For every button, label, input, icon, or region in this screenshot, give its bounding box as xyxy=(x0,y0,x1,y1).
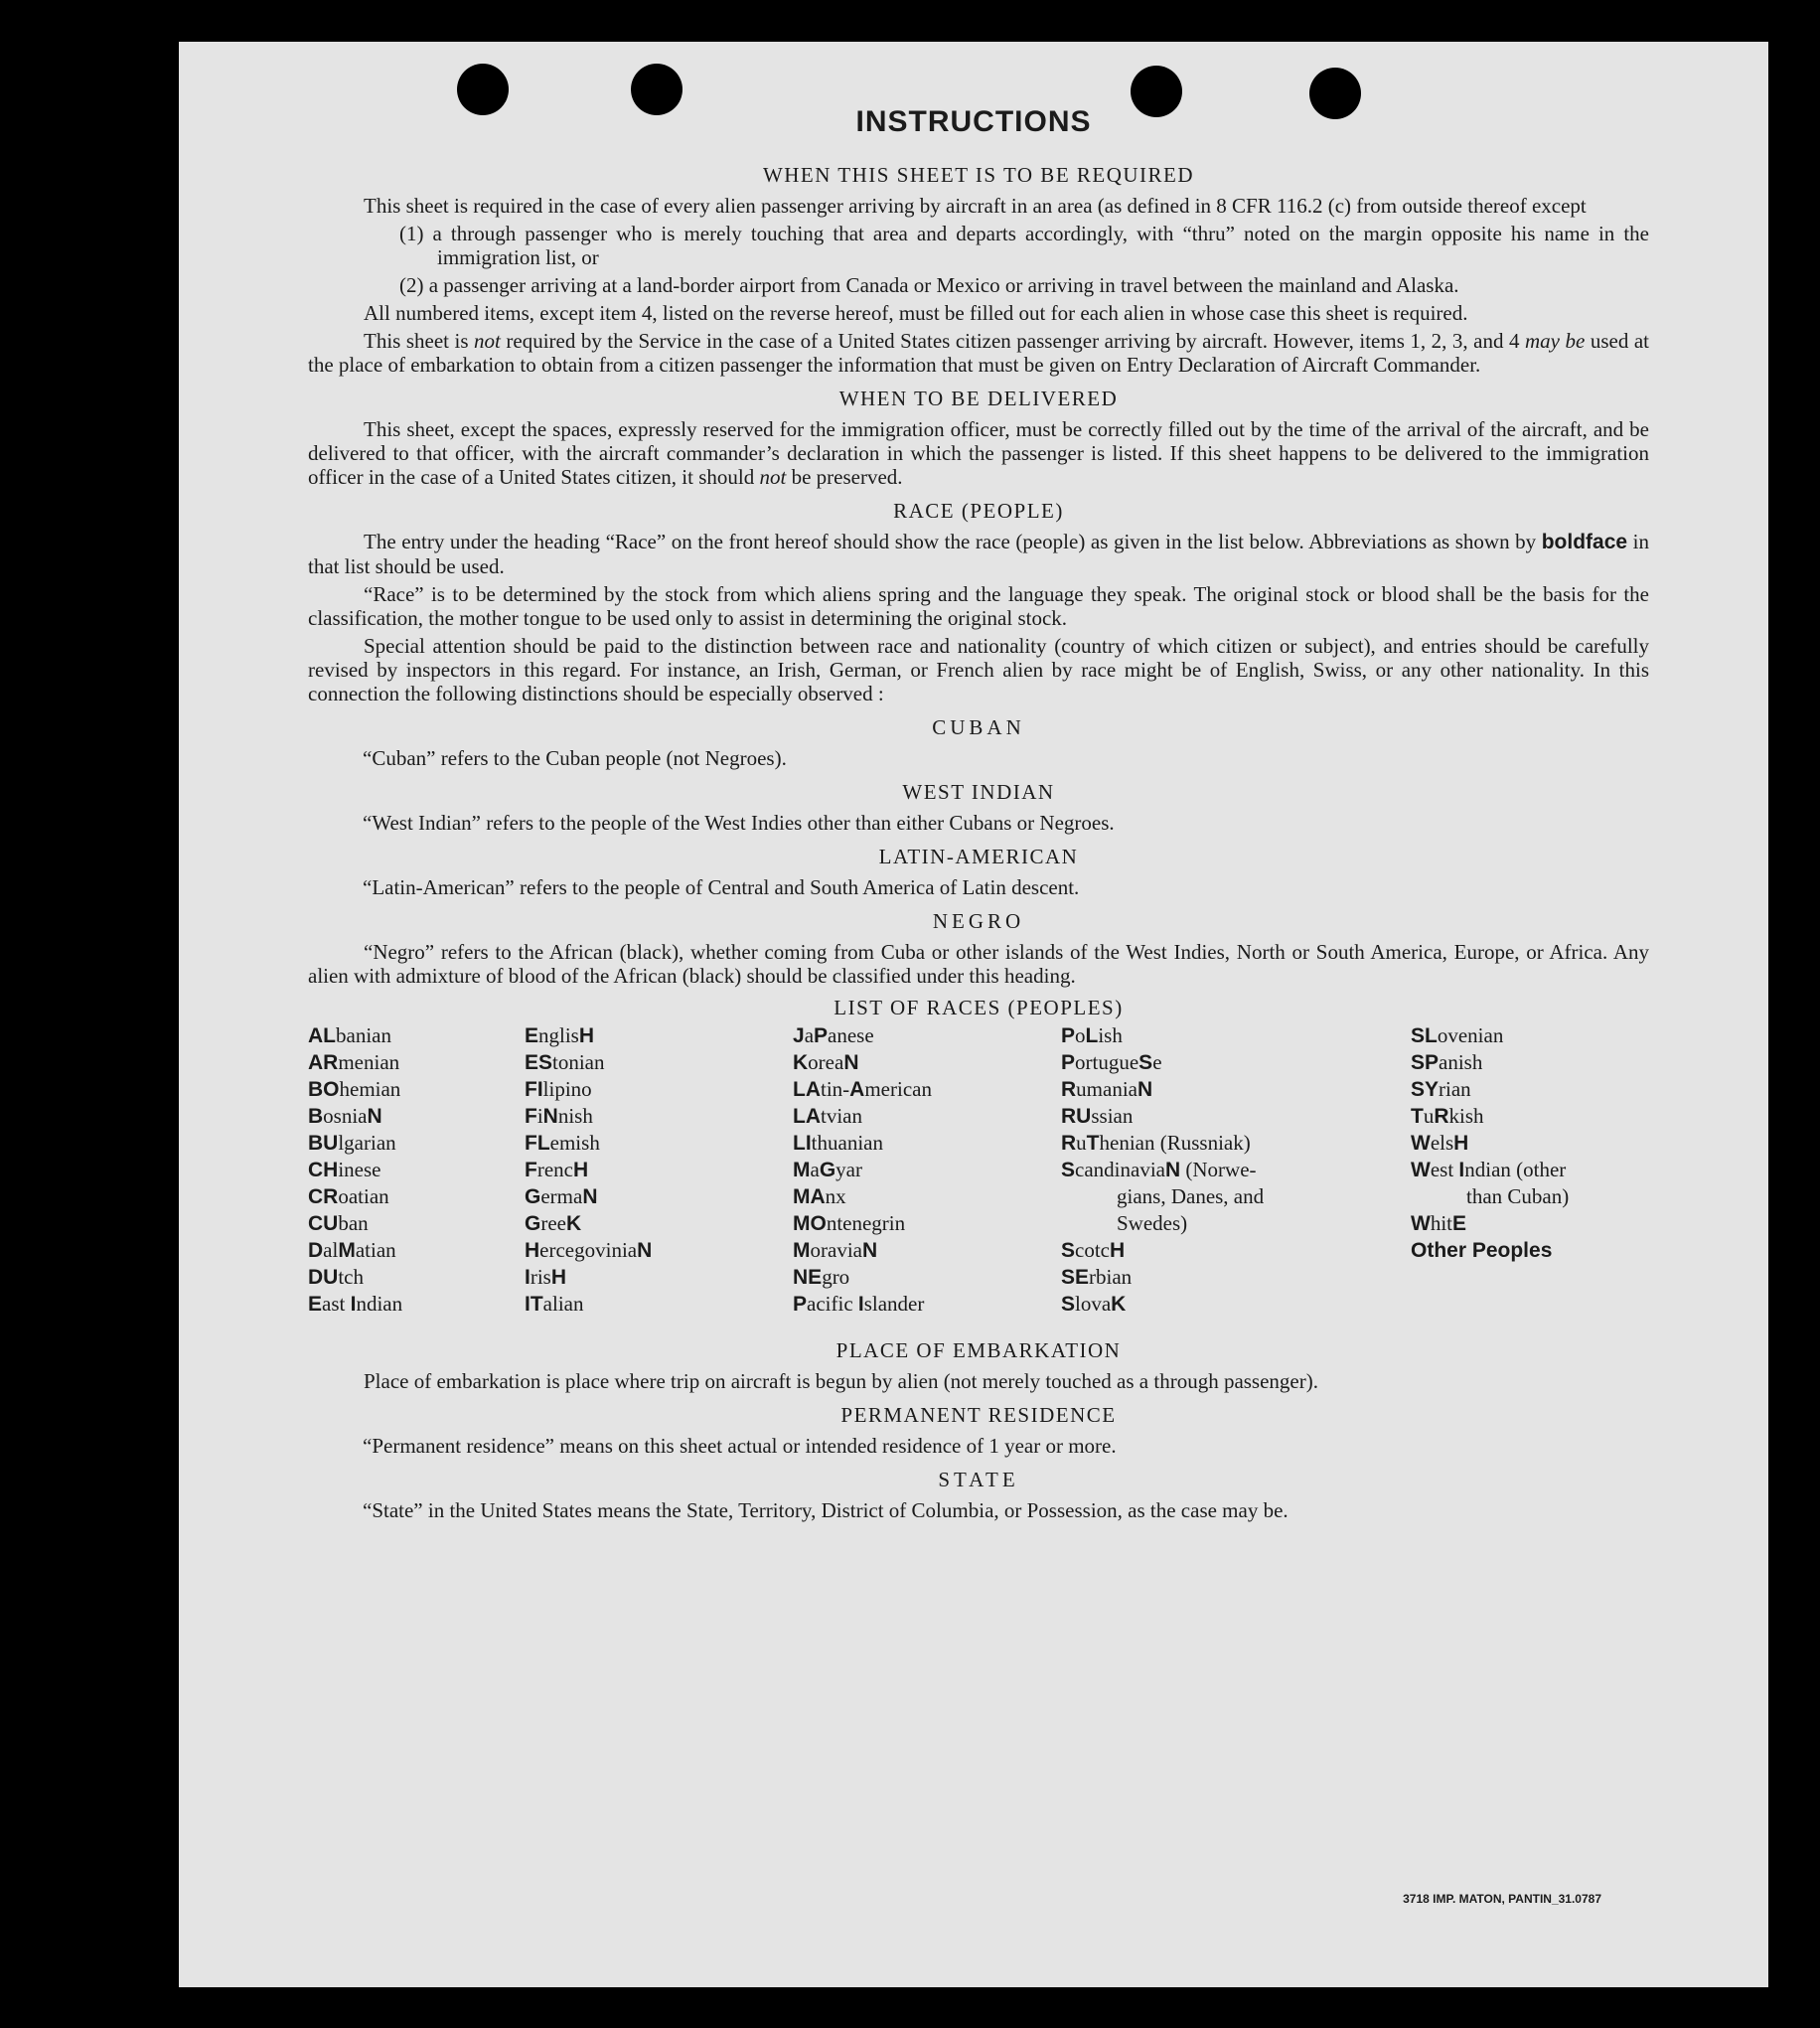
race-item xyxy=(308,1210,402,1237)
race-text: hit xyxy=(1430,1211,1452,1235)
race-item xyxy=(525,1291,652,1318)
race-item xyxy=(793,1049,932,1076)
race-abbreviation: N xyxy=(542,1105,558,1128)
race-text: a xyxy=(804,1023,815,1047)
race-text: henian (Russniak) xyxy=(1099,1131,1251,1155)
race-item xyxy=(525,1103,652,1130)
race-text: orea xyxy=(808,1050,844,1074)
races-table xyxy=(308,1022,1649,1328)
race-abbreviation: S xyxy=(1061,1239,1076,1262)
race-abbreviation: I xyxy=(1458,1159,1465,1181)
race-abbreviation: G xyxy=(525,1212,541,1235)
race-item xyxy=(525,1076,652,1103)
race-text: ndian xyxy=(356,1292,403,1316)
race-item xyxy=(1411,1130,1569,1157)
race-text: i xyxy=(536,1104,543,1128)
race-abbreviation: G xyxy=(819,1159,836,1181)
paragraph: Place of embarkation is place where trip on aircraft is begun by alien (not merely touched as a through passenger). xyxy=(364,1369,1318,1393)
race-item xyxy=(525,1022,652,1049)
race-abbreviation: LA xyxy=(793,1078,821,1101)
race-abbreviation: F xyxy=(525,1159,537,1181)
race-item xyxy=(1411,1022,1569,1049)
race-item xyxy=(308,1022,402,1049)
race-text: ovenian xyxy=(1437,1023,1504,1047)
race-abbreviation: H xyxy=(578,1024,595,1047)
paragraph: “West Indian” refers to the people of the West Indies other than either Cubans or Negroes. xyxy=(363,811,1115,835)
race-text: tch xyxy=(338,1265,364,1289)
race-text: thuanian xyxy=(811,1131,883,1155)
document-title: INSTRUCTIONS xyxy=(855,105,1092,138)
race-text: Swedes) xyxy=(1117,1211,1188,1235)
paragraph: This sheet is required in the case of every alien passenger arriving by aircraft in an area (as defined in 8 CFR 116.2 (c) from outside thereof except xyxy=(364,194,1587,218)
race-abbreviation: M xyxy=(338,1239,356,1262)
race-abbreviation: RU xyxy=(1061,1105,1092,1128)
race-text: tvian xyxy=(821,1104,862,1128)
race-item xyxy=(1061,1103,1264,1130)
race-text: oravia xyxy=(810,1238,862,1262)
race-abbreviation: M xyxy=(793,1159,811,1181)
races-column xyxy=(793,1022,932,1318)
race-text: anese xyxy=(828,1023,874,1047)
section-heading-negro: NEGRO xyxy=(932,909,1025,933)
race-item xyxy=(793,1022,932,1049)
race-item xyxy=(1061,1291,1264,1318)
paragraph: The entry under the heading “Race” on the front hereof should show the race (people) as given in the list below. Abbreviations as shown by boldface in that list should be used. xyxy=(308,530,1649,578)
race-abbreviation: N xyxy=(582,1185,598,1208)
race-item xyxy=(793,1291,932,1318)
race-abbreviation: H xyxy=(1110,1239,1126,1262)
race-item xyxy=(1411,1049,1569,1076)
race-abbreviation: T xyxy=(1086,1132,1100,1155)
section-heading-when-required: WHEN THIS SHEET IS TO BE REQUIRED xyxy=(762,163,1195,187)
race-item xyxy=(1411,1103,1569,1130)
race-abbreviation: P xyxy=(814,1024,829,1047)
race-abbreviation: K xyxy=(1111,1293,1127,1316)
race-abbreviation: A xyxy=(849,1078,865,1101)
race-item xyxy=(1061,1157,1264,1183)
section-heading-race: RACE (PEOPLE) xyxy=(893,499,1064,523)
race-abbreviation: R xyxy=(1061,1132,1077,1155)
race-text: osnia xyxy=(323,1104,368,1128)
race-item xyxy=(793,1103,932,1130)
race-abbreviation: W xyxy=(1411,1159,1431,1181)
race-abbreviation: K xyxy=(565,1212,582,1235)
paragraph: All numbered items, except item 4, listed on the reverse hereof, must be filled out for each alien in whose case this sheet is required. xyxy=(364,301,1468,325)
race-abbreviation: CU xyxy=(308,1212,339,1235)
race-item xyxy=(793,1237,932,1264)
race-text: emish xyxy=(549,1131,600,1155)
race-text: ercegovinia xyxy=(539,1238,638,1262)
race-abbreviation: DU xyxy=(308,1266,339,1289)
race-item xyxy=(793,1210,932,1237)
race-abbreviation: NE xyxy=(793,1266,823,1289)
race-text: ban xyxy=(338,1211,369,1235)
race-text: than Cuban) xyxy=(1466,1184,1570,1208)
section-heading-embarkation: PLACE OF EMBARKATION xyxy=(835,1338,1122,1362)
race-item xyxy=(1061,1076,1264,1103)
race-abbreviation: E xyxy=(525,1024,539,1047)
race-text: ast xyxy=(322,1292,351,1316)
race-abbreviation: R xyxy=(1434,1105,1449,1128)
section-heading-west-indian: WEST INDIAN xyxy=(902,780,1055,804)
race-item xyxy=(525,1130,652,1157)
race-abbreviation: MA xyxy=(793,1185,826,1208)
race-item xyxy=(308,1130,402,1157)
race-abbreviation: Other Peoples xyxy=(1411,1239,1553,1262)
race-text: alian xyxy=(542,1292,584,1316)
race-text: ish xyxy=(1098,1023,1123,1047)
race-abbreviation: W xyxy=(1411,1132,1431,1155)
race-abbreviation: N xyxy=(1137,1078,1153,1101)
race-abbreviation: SY xyxy=(1411,1078,1440,1101)
race-abbreviation: R xyxy=(1061,1078,1077,1101)
race-text: yar xyxy=(835,1158,862,1181)
race-text: (Norwe- xyxy=(1180,1158,1257,1181)
race-abbreviation: J xyxy=(793,1024,805,1047)
race-abbreviation: E xyxy=(1452,1212,1467,1235)
race-abbreviation: SP xyxy=(1411,1051,1440,1074)
race-text: ndian (other xyxy=(1464,1158,1567,1181)
race-text: umania xyxy=(1076,1077,1138,1101)
race-abbreviation: W xyxy=(1411,1212,1431,1235)
paragraph: “Race” is to be determined by the stock from which aliens spring and the language they speak. The original stock or blood shall be the basis for the classification, the mother tongue to be used only to assist in determining the original stock. xyxy=(308,582,1649,630)
race-item xyxy=(525,1210,652,1237)
race-item xyxy=(1061,1264,1264,1291)
race-text: ris xyxy=(530,1265,551,1289)
race-abbreviation: N xyxy=(861,1239,878,1262)
race-abbreviation: SE xyxy=(1061,1266,1090,1289)
race-text: ree xyxy=(540,1211,566,1235)
race-text: kish xyxy=(1448,1104,1484,1128)
race-abbreviation: E xyxy=(308,1293,323,1316)
race-abbreviation: P xyxy=(793,1293,808,1316)
section-heading-latin-american: LATIN-AMERICAN xyxy=(878,845,1079,868)
race-item xyxy=(525,1049,652,1076)
race-item xyxy=(1061,1022,1264,1049)
paragraph: “Permanent residence” means on this sheet actual or intended residence of 1 year or more. xyxy=(363,1434,1117,1458)
race-item xyxy=(793,1183,932,1210)
section-heading-state: STATE xyxy=(938,1468,1019,1491)
race-abbreviation: AL xyxy=(308,1024,336,1047)
race-text: u xyxy=(1076,1131,1087,1155)
race-text: hemian xyxy=(339,1077,401,1101)
race-text: acific xyxy=(807,1292,858,1316)
race-item xyxy=(793,1157,932,1183)
race-text: rian xyxy=(1439,1077,1471,1101)
race-text: els xyxy=(1430,1131,1454,1155)
race-abbreviation: BO xyxy=(308,1078,340,1101)
race-abbreviation: P xyxy=(1061,1024,1076,1047)
races-column xyxy=(525,1022,652,1318)
race-text: ssian xyxy=(1091,1104,1134,1128)
race-text: nglis xyxy=(538,1023,579,1047)
section-heading-residence: PERMANENT RESIDENCE xyxy=(840,1403,1117,1427)
race-text: atian xyxy=(355,1238,396,1262)
race-text: e xyxy=(1152,1050,1162,1074)
race-text: ntenegrin xyxy=(826,1211,906,1235)
race-text: candinavia xyxy=(1075,1158,1165,1181)
race-item xyxy=(1061,1237,1264,1264)
race-abbreviation: I xyxy=(350,1293,357,1316)
paragraph: “Cuban” refers to the Cuban people (not Negroes). xyxy=(363,746,787,770)
race-abbreviation: AR xyxy=(308,1051,339,1074)
race-text: lipino xyxy=(542,1077,592,1101)
race-text: est xyxy=(1430,1158,1459,1181)
race-abbreviation: I xyxy=(525,1266,531,1289)
race-item xyxy=(308,1049,402,1076)
race-abbreviation: MO xyxy=(793,1212,827,1235)
race-item xyxy=(308,1237,402,1264)
race-abbreviation: I xyxy=(857,1293,864,1316)
race-item xyxy=(793,1130,932,1157)
race-item xyxy=(308,1291,402,1318)
race-abbreviation: L xyxy=(1085,1024,1099,1047)
race-item xyxy=(1061,1130,1264,1157)
race-text: inese xyxy=(338,1158,381,1181)
race-text: tonian xyxy=(552,1050,605,1074)
race-item xyxy=(308,1103,402,1130)
race-item xyxy=(1061,1183,1264,1210)
race-text: lova xyxy=(1075,1292,1112,1316)
race-abbreviation: LA xyxy=(793,1105,821,1128)
paragraph: Special attention should be paid to the distinction between race and nationality (country of which citizen or subject), and entries should be carefully revised by inspectors in this regard. For instance, an Irish, German, or French alien by race might be of English, Swiss, or any other nationality. In this connection the following distinctions should be especially observed : xyxy=(308,634,1649,705)
race-abbreviation: IT xyxy=(525,1293,543,1316)
race-item xyxy=(1061,1210,1264,1237)
paragraph: “Negro” refers to the African (black), whether coming from Cuba or other islands of the West Indies, North or South America, Europe, or Africa. Any alien with admixture of blood of the African (black) should be classified under this heading. xyxy=(308,940,1649,988)
race-text: menian xyxy=(338,1050,400,1074)
section-heading-when-delivered: WHEN TO BE DELIVERED xyxy=(838,387,1119,410)
race-item xyxy=(525,1183,652,1210)
paragraph: This sheet, except the spaces, expressly reserved for the immigration officer, must be correctly filled out by the time of the arrival of the aircraft, and be delivered to that officer, with the aircraft commander’s declaration in which the passenger is listed. If this sheet happens to be delivered to the immigration officer in the case of a United States citizen, it should not be preserved. xyxy=(308,417,1649,489)
race-text: gians, Danes, and xyxy=(1117,1184,1265,1208)
race-item xyxy=(1411,1076,1569,1103)
race-abbreviation: S xyxy=(1138,1051,1153,1074)
race-text: banian xyxy=(336,1023,391,1047)
race-text: anish xyxy=(1439,1050,1483,1074)
race-text: gro xyxy=(822,1265,850,1289)
race-text: oatian xyxy=(338,1184,389,1208)
race-item xyxy=(308,1076,402,1103)
race-item xyxy=(1411,1210,1569,1237)
race-abbreviation: P xyxy=(1061,1051,1076,1074)
paragraph: “State” in the United States means the State, Territory, District of Columbia, or Possession, as the case may be. xyxy=(363,1498,1289,1522)
race-text: erma xyxy=(540,1184,583,1208)
race-text: ortugue xyxy=(1075,1050,1139,1074)
race-abbreviation: G xyxy=(525,1185,541,1208)
race-abbreviation: FI xyxy=(525,1078,543,1101)
document-sheet xyxy=(179,42,1768,1987)
race-abbreviation: F xyxy=(525,1105,537,1128)
race-item xyxy=(525,1237,652,1264)
races-column xyxy=(308,1022,402,1318)
race-abbreviation: H xyxy=(550,1266,567,1289)
race-text: tin- xyxy=(821,1077,850,1101)
race-abbreviation: SL xyxy=(1411,1024,1438,1047)
race-abbreviation: CR xyxy=(308,1185,339,1208)
race-abbreviation: N xyxy=(637,1239,653,1262)
race-text: nish xyxy=(557,1104,593,1128)
races-column xyxy=(1061,1022,1264,1318)
race-abbreviation: FL xyxy=(525,1132,550,1155)
race-text: merican xyxy=(864,1077,932,1101)
race-text: lgarian xyxy=(338,1131,396,1155)
section-heading-cuban: CUBAN xyxy=(932,715,1025,739)
race-text: rbian xyxy=(1089,1265,1133,1289)
race-item xyxy=(308,1264,402,1291)
race-item xyxy=(1411,1237,1569,1264)
race-item xyxy=(1411,1183,1569,1210)
race-text: a xyxy=(810,1158,820,1181)
race-item xyxy=(1411,1157,1569,1183)
race-abbreviation: N xyxy=(1164,1159,1181,1181)
race-abbreviation: BU xyxy=(308,1132,339,1155)
document-body xyxy=(308,153,1649,1526)
race-text: cotc xyxy=(1075,1238,1110,1262)
race-abbreviation: S xyxy=(1061,1293,1076,1316)
race-abbreviation: N xyxy=(367,1105,382,1128)
races-column xyxy=(1411,1022,1569,1264)
race-abbreviation: N xyxy=(843,1051,859,1074)
race-abbreviation: CH xyxy=(308,1159,339,1181)
race-abbreviation: H xyxy=(525,1239,540,1262)
paragraph: “Latin-American” refers to the people of Central and South America of Latin descent. xyxy=(363,875,1080,899)
race-abbreviation: T xyxy=(1411,1105,1424,1128)
race-item xyxy=(793,1264,932,1291)
list-item: (2) a passenger arriving at a land-border airport from Canada or Mexico or arriving in travel between the mainland and Alaska. xyxy=(399,273,1459,297)
race-text: al xyxy=(323,1238,339,1262)
race-item xyxy=(308,1157,402,1183)
race-item xyxy=(525,1157,652,1183)
race-abbreviation: S xyxy=(1061,1159,1076,1181)
paragraph: This sheet is not required by the Service in the case of a United States citizen passenger arriving by aircraft. However, items 1, 2, 3, and 4 may be used at the place of embarkation to obtain from a citizen passenger the information that must be given on Entry Declaration of Aircraft Commander. xyxy=(308,329,1650,377)
race-item xyxy=(525,1264,652,1291)
race-abbreviation: K xyxy=(793,1051,809,1074)
printer-imprint: 3718 IMP. MATON, PANTIN_31.0787 xyxy=(1403,1892,1601,1906)
race-abbreviation: B xyxy=(308,1105,324,1128)
race-abbreviation: LI xyxy=(793,1132,812,1155)
section-heading-list-of-races: LIST OF RACES (PEOPLES) xyxy=(834,996,1124,1019)
list-item: (1) a through passenger who is merely touching that area and departs accordingly, with “thru” noted on the margin opposite his name in the immigration list, or xyxy=(399,222,1649,269)
race-item xyxy=(1061,1049,1264,1076)
race-abbreviation: D xyxy=(308,1239,324,1262)
race-abbreviation: M xyxy=(793,1239,811,1262)
race-item xyxy=(793,1076,932,1103)
race-abbreviation: H xyxy=(572,1159,589,1181)
race-text: renc xyxy=(536,1158,573,1181)
race-text: slander xyxy=(863,1292,925,1316)
race-text: o xyxy=(1075,1023,1086,1047)
race-text: nx xyxy=(825,1184,846,1208)
race-text: u xyxy=(1423,1104,1435,1128)
race-item xyxy=(308,1183,402,1210)
race-abbreviation: ES xyxy=(525,1051,553,1074)
race-abbreviation: H xyxy=(1453,1132,1469,1155)
